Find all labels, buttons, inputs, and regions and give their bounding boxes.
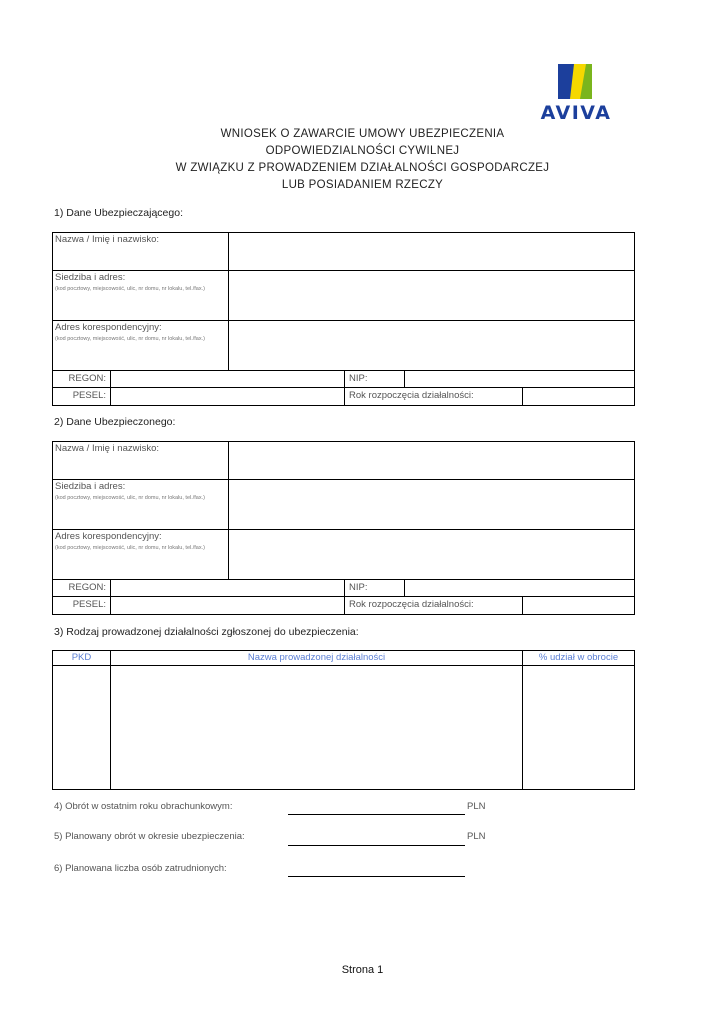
section2-corr-label: Adres korespondencyjny: [55,531,162,542]
section1-regon-row [53,371,634,388]
section2-seat-hint: (kod pocztowy, miejscowość, ulic, nr domu, nr lokalu, tel./fax.) [55,495,205,501]
section1-seat-label: Siedziba i adres: [55,272,126,283]
logo-wordmark: AVIVA [540,102,612,124]
section2-pesel-row [53,597,634,614]
section2-regon-row [53,580,634,597]
turnover-last-field[interactable] [288,801,465,815]
section1-heading: 1) Dane Ubezpieczającego: [54,207,183,219]
turnover-planned-currency: PLN [467,831,486,842]
aviva-logo-mark-icon [530,62,622,102]
section2-regon-label: REGON: [53,580,111,596]
section2-heading: 2) Dane Ubezpieczonego: [54,416,176,428]
section1-pesel-row [53,388,634,405]
section1-seat-row [53,271,634,321]
section1-year-label: Rok rozpoczęcia działalności: [345,388,523,405]
section2-year-label: Rok rozpoczęcia działalności: [345,597,523,614]
column-header-activity-name: Nazwa prowadzonej działalności [111,651,523,665]
section2-year-field[interactable] [523,597,634,614]
section1-seat-hint: (kod pocztowy, miejscowość, ulic, nr domu, nr lokalu, tel./fax.) [55,286,205,292]
section1-year-field[interactable] [523,388,634,405]
column-header-pkd: PKD [53,651,111,665]
section1-corr-hint: (kod pocztowy, miejscowość, ulic, nr domu, nr lokalu, tel./fax.) [55,336,205,342]
section1-nip-label: NIP: [345,371,405,387]
section1-corr-label: Adres korespondencyjny: [55,322,162,333]
section1-regon-label: REGON: [53,371,111,387]
section2-corr-row [53,530,634,580]
section2-regon-field[interactable] [111,580,345,596]
pkd-cell[interactable] [53,666,111,789]
section1-pesel-label: PESEL: [53,388,111,405]
section2-table [52,441,635,615]
section1-nip-field[interactable] [405,371,634,387]
form-title [0,126,725,194]
section1-name-row [53,233,634,271]
section1-seat-field[interactable] [229,271,634,320]
section2-name-label: Nazwa / Imię i nazwisko: [55,443,160,454]
title-line-1: WNIOSEK O ZAWARCIE UMOWY UBEZPIECZENIA [220,128,505,140]
activity-table-header [53,651,634,666]
section1-name-field[interactable] [229,233,634,270]
section2-pesel-label: PESEL: [53,597,111,614]
activity-table-body [53,666,634,789]
section2-seat-label: Siedziba i adres: [55,481,126,492]
section2-corr-hint: (kod pocztowy, miejscowość, ulic, nr domu, nr lokalu, tel./fax.) [55,545,205,551]
section2-seat-field[interactable] [229,480,634,529]
section1-name-label: Nazwa / Imię i nazwisko: [55,234,160,245]
title-line-4: LUB POSIADANIEM RZECZY [281,179,444,191]
activity-name-cell[interactable] [111,666,523,789]
title-line-3: W ZWIĄZKU Z PROWADZENIEM DZIAŁALNOŚCI GOSPODARCZEJ [175,162,550,174]
turnover-planned-label: 5) Planowany obrót w okresie ubezpieczenia: [54,831,245,842]
section2-name-row [53,442,634,480]
employees-label: 6) Planowana liczba osób zatrudnionych: [54,863,227,874]
turnover-planned-field[interactable] [288,832,465,846]
section2-corr-field[interactable] [229,530,634,579]
section1-pesel-field[interactable] [111,388,345,405]
section2-nip-field[interactable] [405,580,634,596]
section1-corr-field[interactable] [229,321,634,370]
section2-pesel-field[interactable] [111,597,345,614]
activity-table [52,650,635,790]
turnover-share-cell[interactable] [523,666,634,789]
column-header-turnover-share: % udział w obrocie [538,652,619,663]
employees-field[interactable] [288,863,465,877]
aviva-logo [530,62,622,124]
section2-name-field[interactable] [229,442,634,479]
section1-table [52,232,635,406]
section3-heading: 3) Rodzaj prowadzonej działalności zgłoszonej do ubezpieczenia: [54,626,359,638]
section1-regon-field[interactable] [111,371,345,387]
title-line-2: ODPOWIEDZIALNOŚCI CYWILNEJ [265,145,460,157]
section1-corr-row [53,321,634,371]
page-number: Strona 1 [341,964,384,976]
section2-seat-row [53,480,634,530]
section2-nip-label: NIP: [345,580,405,596]
turnover-last-currency: PLN [467,801,486,812]
turnover-last-label: 4) Obrót w ostatnim roku obrachunkowym: [54,801,233,812]
